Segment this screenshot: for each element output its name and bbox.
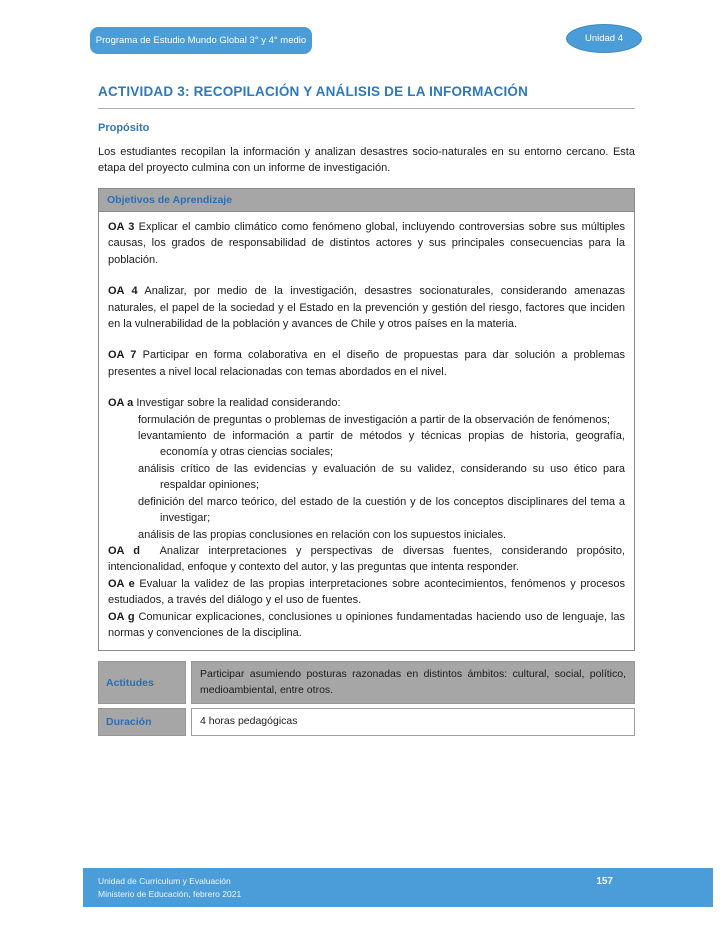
objetivos-box	[98, 188, 635, 651]
oa-code: OA e	[108, 577, 135, 590]
row-label: Actitudes	[98, 661, 186, 704]
proposito-heading: Propósito	[98, 122, 150, 134]
objetivos-heading: Objetivos de Aprendizaje	[99, 189, 634, 212]
page-number: 157	[596, 876, 613, 887]
oa-code: OA 7	[108, 349, 137, 362]
footer-org: Unidad de Curriculum y Evaluación	[98, 875, 231, 886]
oa-item: OA 4 Analizar, por medio de la investigación, desastres socionaturales, considerando amenazas naturales, el papel de la sociedad y el Estado en la prevención y gestión del riesgo, factores que inciden en la vulnerabilidad de la población y avances de Chile y otros países en la materia.	[108, 285, 626, 331]
oa-item: OA a Investigar sobre la realidad considerando:	[108, 397, 341, 410]
oa-code: OA a	[108, 397, 134, 410]
objetivos-body	[99, 212, 634, 650]
oa-subitem: definición del marco teórico, del estado de la cuestión y de los conceptos disciplinares del tema a investigar;	[138, 495, 625, 525]
page-title: ACTIVIDAD 3: RECOPILACIÓN Y ANÁLISIS DE LA INFORMACIÓN	[98, 84, 529, 99]
oa-subitem: levantamiento de información a partir de métodos y técnicas propias de historia, geografía, economía y otras ciencias sociales;	[138, 430, 625, 459]
oa-subitem: análisis crítico de las evidencias y evaluación de su validez, considerando su uso ético para respaldar opiniones;	[138, 462, 625, 492]
oa-code: OA 3	[108, 221, 135, 233]
row-value: Participar asumiendo posturas razonadas en distintos ámbitos: cultural, social, político, medioambiental, entre otros.	[191, 661, 635, 704]
oa-code: OA d	[108, 544, 140, 557]
oa-item: OA e Evaluar la validez de las propias interpretaciones sobre acontecimientos, fenómenos y procesos estudiados, a través del diálogo y el uso de fuentes.	[108, 577, 625, 607]
program-badge: Programa de Estudio Mundo Global 3° y 4° medio	[90, 27, 312, 54]
oa-subitem: análisis de las propias conclusiones en relación con los supuestos iniciales.	[138, 528, 507, 541]
footer-ministry: Ministerio de Educación, febrero 2021	[98, 888, 242, 899]
oa-subitem: formulación de preguntas o problemas de investigación a partir de la observación de fenómenos;	[138, 413, 611, 426]
oa-code: OA 4	[108, 285, 138, 298]
row-label: Duración	[98, 708, 186, 736]
page-footer	[83, 868, 713, 907]
table-row	[98, 661, 635, 704]
title-divider	[98, 108, 635, 109]
row-value: 4 horas pedagógicas	[191, 708, 635, 736]
oa-code: OA g	[108, 610, 135, 623]
oa-item: OA 7 Participar en forma colaborativa en el diseño de propuestas para dar solución a problemas presentes a nivel local relacionadas con temas abordados en el nivel.	[108, 349, 625, 378]
unit-badge: Unidad 4	[566, 24, 642, 53]
footer-credits	[98, 875, 241, 901]
table-row	[98, 708, 635, 736]
page-content	[98, 84, 635, 740]
oa-item: OA 3 Explicar el cambio climático como fenómeno global, incluyendo controversias sobre sus múltiples causas, los grados de responsabilidad de distintos actores y sus principales consecuencias para la población.	[108, 221, 626, 266]
oa-item: OA g Comunicar explicaciones, conclusiones u opiniones fundamentadas haciendo uso de lenguaje, las normas y convenciones de la disciplina.	[108, 610, 625, 639]
attributes-table	[98, 661, 635, 736]
oa-item: OA d Analizar interpretaciones y perspectivas de diversas fuentes, considerando propósito, intencionalidad, enfoque y contexto del autor, y las preguntas que intenta responder.	[108, 544, 625, 574]
proposito-text: Los estudiantes recopilan la información y analizan desastres socio-naturales en su entorno cercano. Esta etapa del proyecto culmina con un informe de investigación.	[98, 146, 635, 174]
